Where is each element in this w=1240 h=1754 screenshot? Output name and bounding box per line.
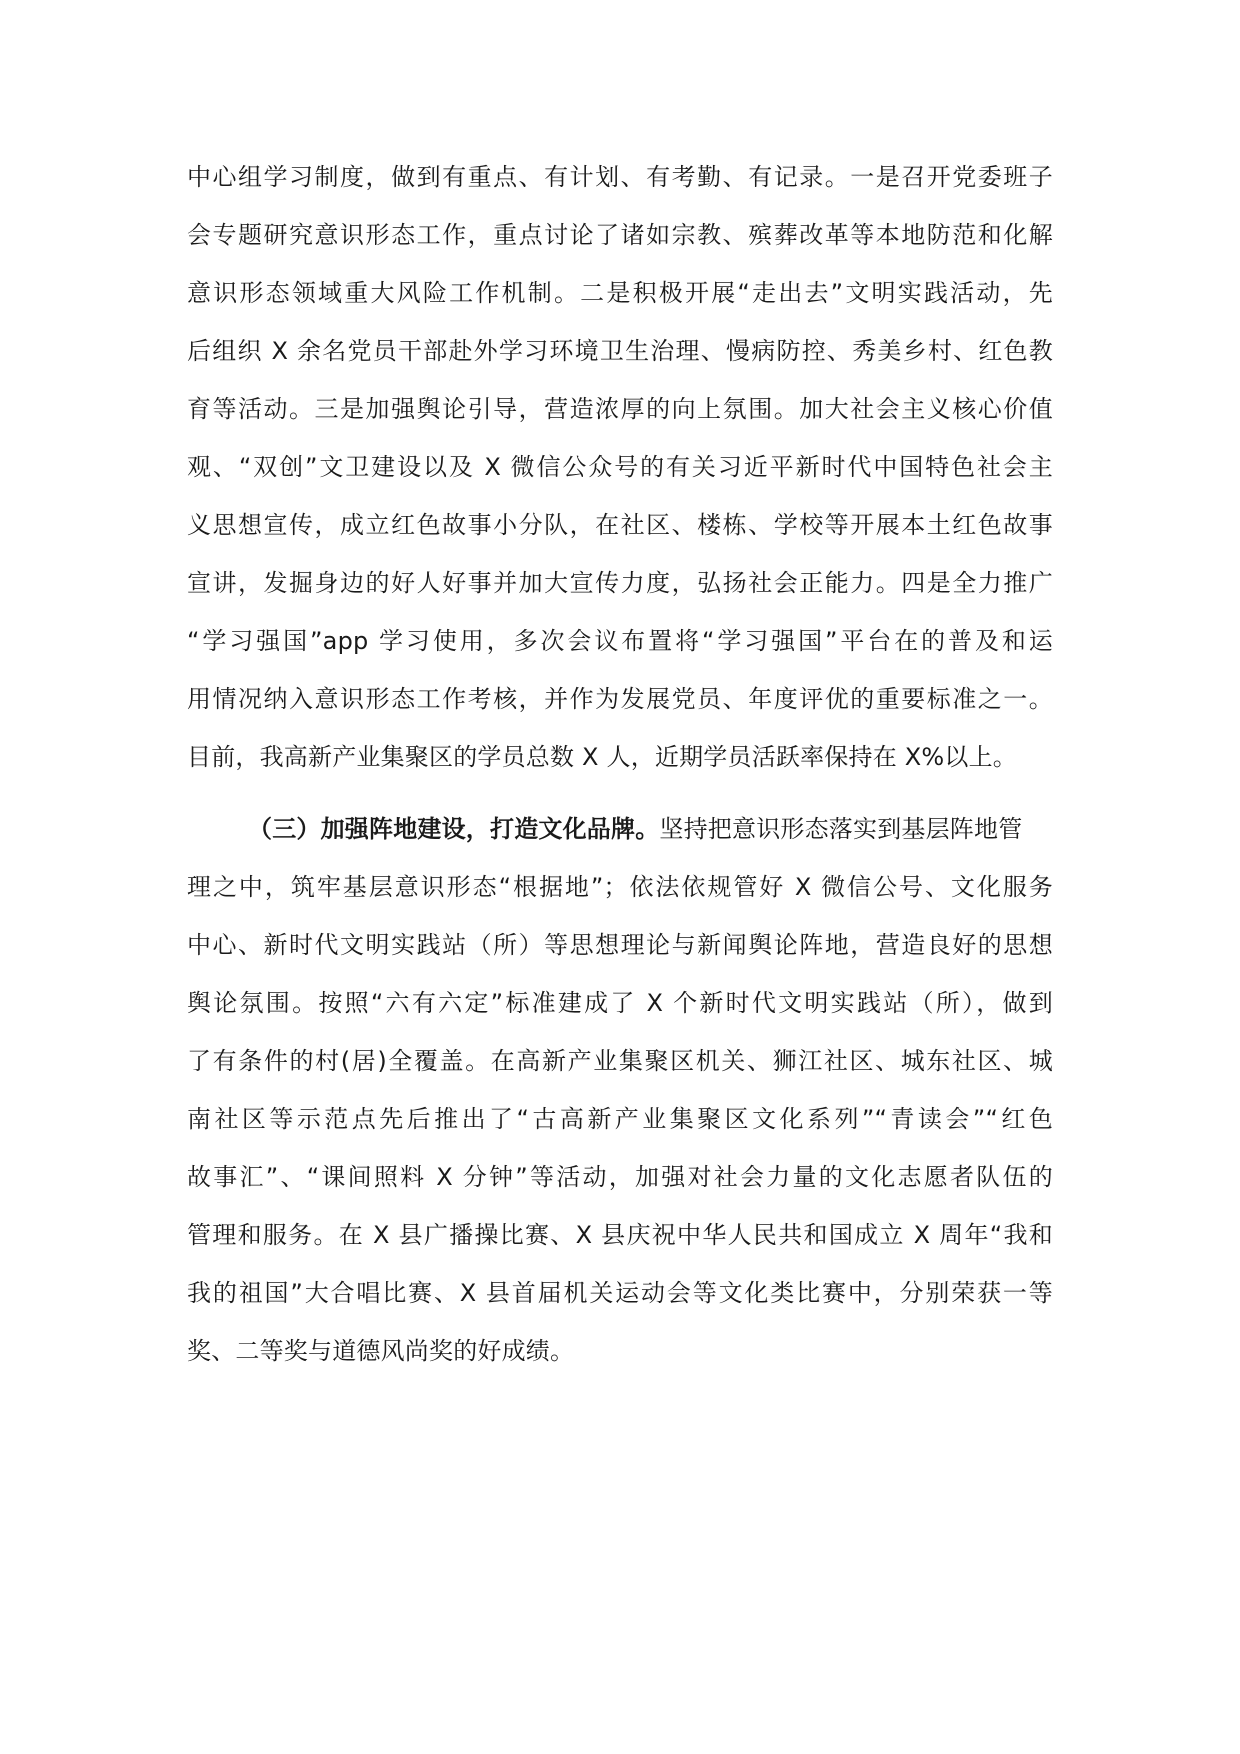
text-line: 目前，我高新产业集聚区的学员总数 X 人，近期学员活跃率保持在 X%以上。 bbox=[187, 743, 1017, 771]
text-line: 舆论氛围。按照“六有六定”标准建成了 X 个新时代文明实践站（所），做到 bbox=[187, 989, 1053, 1017]
text-line: 中心组学习制度，做到有重点、有计划、有考勤、有记录。一是召开党委班子 bbox=[187, 163, 1053, 191]
text-line: 会专题研究意识形态工作，重点讨论了诸如宗教、殡葬改革等本地防范和化解 bbox=[187, 221, 1053, 249]
text-line: 义思想宣传，成立红色故事小分队，在社区、楼栋、学校等开展本土红色故事 bbox=[187, 511, 1053, 539]
text-line: 意识形态领域重大风险工作机制。二是积极开展“走出去”文明实践活动，先 bbox=[187, 279, 1053, 307]
text-line: 理之中，筑牢基层意识形态“根据地”；依法依规管好 X 微信公号、文化服务 bbox=[187, 873, 1053, 901]
text-line: 后组织 X 余名党员干部赴外学习环境卫生治理、慢病防控、秀美乡村、红色教 bbox=[187, 337, 1053, 365]
text-line: 育等活动。三是加强舆论引导，营造浓厚的向上氛围。加大社会主义核心价值 bbox=[187, 395, 1053, 423]
section-heading-line bbox=[248, 809, 1053, 849]
text-span: 坚持把意识形态落实到基层阵地管 bbox=[659, 815, 1023, 843]
text-line: 故事汇”、“课间照料 X 分钟”等活动，加强对社会力量的文化志愿者队伍的 bbox=[187, 1163, 1053, 1191]
text-line: 了有条件的村(居)全覆盖。在高新产业集聚区机关、狮江社区、城东社区、城 bbox=[187, 1047, 1053, 1075]
section-heading: （三）加强阵地建设，打造文化品牌。 bbox=[248, 815, 660, 843]
text-line: 宣讲，发掘身边的好人好事并加大宣传力度，弘扬社会正能力。四是全力推广 bbox=[187, 569, 1053, 597]
text-line: 管理和服务。在 X 县广播操比赛、X 县庆祝中华人民共和国成立 X 周年“我和 bbox=[187, 1221, 1053, 1249]
text-line: “学习强国”app 学习使用，多次会议布置将“学习强国”平台在的普及和运 bbox=[187, 627, 1053, 655]
text-line: 我的祖国”大合唱比赛、X 县首届机关运动会等文化类比赛中，分别荣获一等 bbox=[187, 1279, 1053, 1307]
text-line: 南社区等示范点先后推出了“古高新产业集聚区文化系列”“青读会”“红色 bbox=[187, 1105, 1053, 1133]
text-line: 中心、新时代文明实践站（所）等思想理论与新闻舆论阵地，营造良好的思想 bbox=[187, 931, 1053, 959]
text-line: 奖、二等奖与道德风尚奖的好成绩。 bbox=[187, 1337, 575, 1365]
text-line: 观、“双创”文卫建设以及 X 微信公众号的有关习近平新时代中国特色社会主 bbox=[187, 453, 1053, 481]
text-line: 用情况纳入意识形态工作考核，并作为发展党员、年度评优的重要标准之一。 bbox=[187, 685, 1053, 713]
